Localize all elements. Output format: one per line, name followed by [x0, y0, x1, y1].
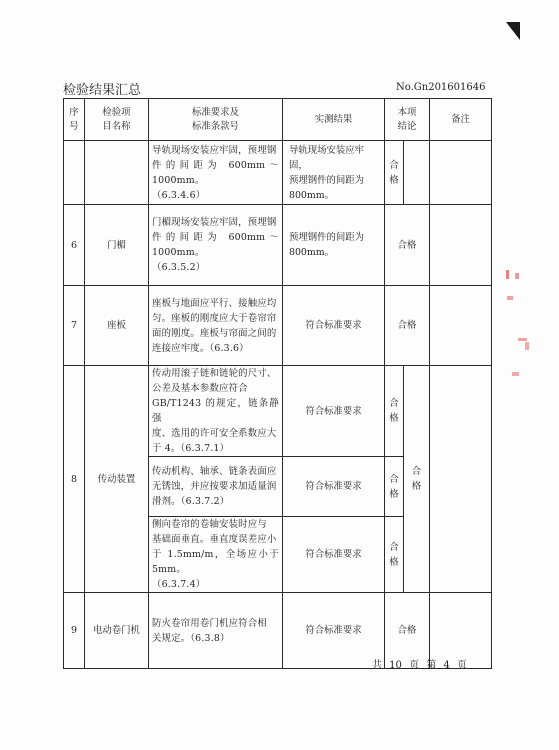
overall-conclusion-text: 合格 — [411, 466, 422, 492]
remark-cell — [430, 286, 492, 366]
standard-text: 导轨现场安装应牢固，预埋钢 件的间距为 600mm～1000mm。 （6.3.4.6） — [149, 141, 283, 205]
item-name — [85, 141, 149, 205]
table-row — [64, 286, 492, 366]
remark-cell — [430, 205, 492, 286]
remark-cell — [430, 366, 492, 593]
item-name: 电动卷门机 — [85, 593, 149, 669]
item-name: 门楣 — [85, 205, 149, 286]
row-number: 7 — [64, 286, 85, 366]
remark-cell — [430, 141, 492, 205]
result-text: 预埋钢件的间距为 800mm。 — [283, 205, 385, 286]
header-row — [64, 99, 492, 141]
conclusion-cell — [385, 141, 404, 205]
header-standard: 标准要求及 标准条款号 — [149, 99, 283, 141]
row-number: 6 — [64, 205, 85, 286]
result-text: 符合标准要求 — [283, 366, 385, 457]
result-text: 符合标准要求 — [283, 593, 385, 669]
conclusion-spacer — [404, 141, 430, 205]
conclusion-text: 合格 — [389, 159, 399, 186]
report-number: No.Gn201601646 — [396, 82, 486, 93]
sub-conclusion-text: 合格 — [389, 541, 399, 568]
header-result: 实测结果 — [283, 99, 385, 141]
corner-mark-icon — [506, 22, 520, 40]
standard-text: 防火卷帘用卷门机应符合相 关规定。（6.3.8） — [149, 593, 283, 669]
page-number: 共 10 页 第 4 页 — [372, 660, 467, 671]
row-number: 8 — [64, 366, 85, 593]
standard-text: 门楣现场安装应牢固，预埋钢 件的间距为 600mm～1000mm。 （6.3.5.2） — [149, 205, 283, 286]
header-no: 序 号 — [64, 99, 85, 141]
sub-conclusion-cell — [385, 366, 404, 457]
stamp-edge-marks — [500, 268, 540, 388]
sub-conclusion-text: 合格 — [389, 473, 399, 500]
page-title: 检验结果汇总 — [63, 83, 142, 98]
sub-conclusion-text: 合格 — [389, 398, 399, 424]
standard-text: 侧向卷帘的卷轴安装时应与 基础面垂直。垂直度误差应小 于 1.5mm/m，全场应小于 5mm。 （6.3.7.4） — [149, 517, 283, 593]
conclusion-text: 合格 — [385, 593, 430, 669]
sub-conclusion-cell — [385, 457, 404, 517]
result-text: 符合标准要求 — [283, 517, 385, 593]
conclusion-text: 合格 — [385, 205, 430, 286]
table-row — [64, 141, 492, 205]
overall-conclusion-cell — [404, 366, 430, 593]
item-name: 座板 — [85, 286, 149, 366]
sub-conclusion-cell — [385, 517, 404, 593]
inspection-results-table — [63, 98, 492, 669]
table-row — [64, 205, 492, 286]
standard-text: 传动机构、轴承、链条表面应 无锈蚀，并应按要求加适量润 滑剂。（6.3.7.2） — [149, 457, 283, 517]
result-text: 符合标准要求 — [283, 457, 385, 517]
result-text: 符合标准要求 — [283, 286, 385, 366]
standard-text: 座板与地面应平行、接触应均 匀。座板的刚度应大于卷帘帘 面的刚度。座板与帘面之间的 连接应牢度。（6.3.6） — [149, 286, 283, 366]
header-conclusion: 本项 结论 — [385, 99, 430, 141]
header-remark: 备注 — [430, 99, 492, 141]
standard-text: 传动用滚子链和链轮的尺寸、 公差及基本参数应符合 GB/T1243 的规定，链条静强 度、选用的许可安全系数应大 于 4。（6.3.7.1） — [149, 366, 283, 457]
table-row — [64, 366, 492, 457]
row-number: 9 — [64, 593, 85, 669]
result-text: 导轨现场安装应牢固， 预埋钢件的间距为 800mm。 — [283, 141, 385, 205]
item-name: 传动装置 — [85, 366, 149, 593]
conclusion-text: 合格 — [385, 286, 430, 366]
header-item-name: 检验项 目名称 — [85, 99, 149, 141]
row-number — [64, 141, 85, 205]
